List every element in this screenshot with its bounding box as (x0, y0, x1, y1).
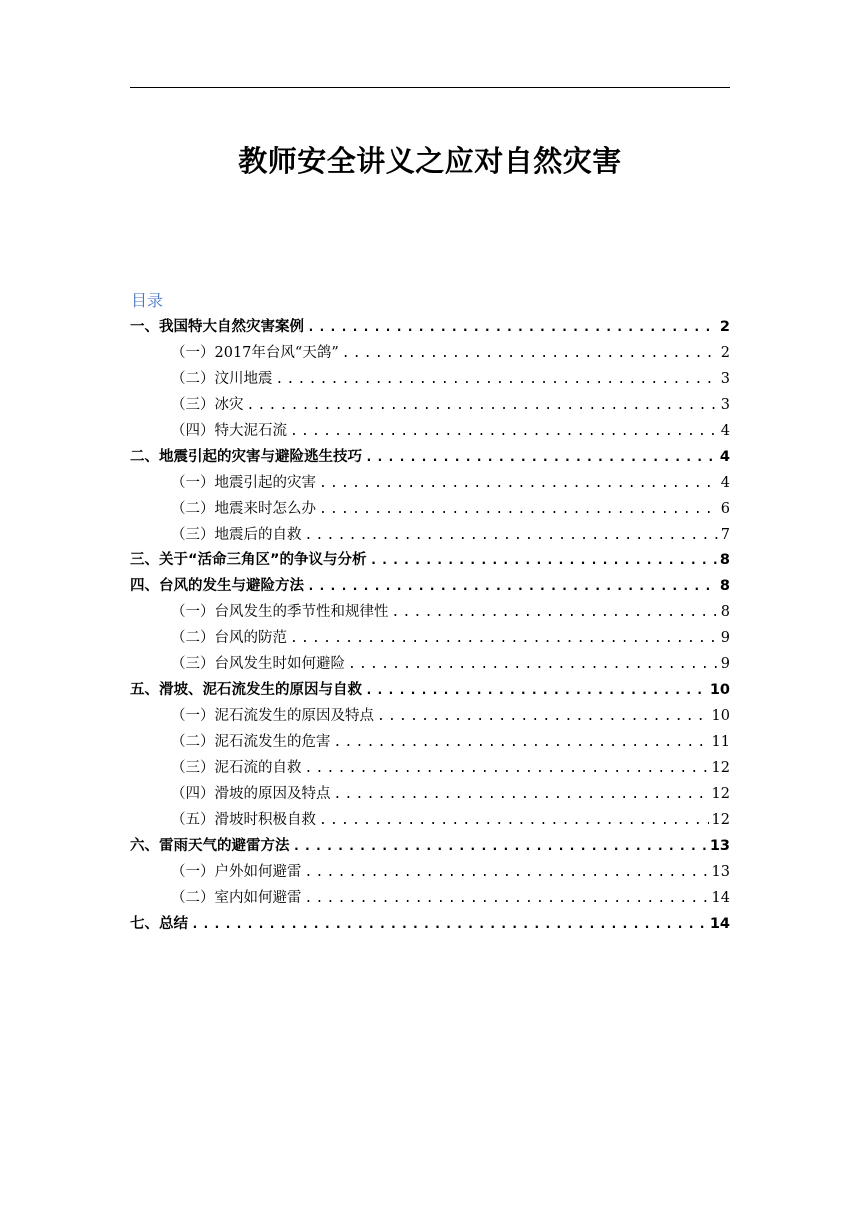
toc-entry-page-number: 11 (711, 734, 730, 750)
toc-entry-label: （一）地震引起的灾害 (171, 474, 316, 491)
toc-entry-label: （一）户外如何避雷 (171, 863, 302, 880)
toc-entry-label: 一、我国特大自然灾害案例 (130, 319, 304, 335)
toc-dot-leader (319, 497, 718, 523)
toc-entry-page-number: 3 (720, 396, 730, 413)
toc-entry-page-number: 10 (711, 708, 730, 725)
toc-dot-leader (293, 834, 707, 860)
toc-entry-subsection[interactable] (130, 860, 730, 886)
toc-dot-leader (305, 860, 709, 886)
toc-entry-section[interactable] (130, 315, 730, 341)
toc-entry-subsection[interactable] (130, 886, 730, 912)
toc-dot-leader (290, 419, 718, 445)
toc-entry-label: 六、雷雨天气的避雷方法 (130, 837, 290, 854)
toc-dot-leader (307, 574, 717, 600)
toc-dot-leader (334, 782, 709, 808)
table-of-contents (130, 315, 730, 938)
toc-dot-leader (370, 548, 717, 574)
toc-entry-section[interactable] (130, 574, 730, 600)
toc-entry-label: （二）台风的防范 (171, 630, 287, 647)
toc-entry-section[interactable] (130, 548, 730, 574)
toc-dot-leader (307, 315, 717, 341)
toc-entry-label: （五）滑坡时积极自救 (171, 811, 316, 828)
toc-entry-subsection[interactable] (130, 704, 730, 730)
toc-entry-section[interactable] (130, 834, 730, 860)
toc-entry-page-number: 4 (720, 474, 730, 491)
toc-dot-leader (377, 704, 709, 730)
toc-entry-label: 五、滑坡、泥石流发生的原因与自救 (130, 682, 362, 699)
toc-entry-page-number: 2 (720, 344, 730, 361)
toc-entry-subsection[interactable] (130, 808, 730, 834)
toc-entry-label: （二）室内如何避雷 (171, 889, 302, 906)
toc-entry-page-number: 13 (709, 837, 730, 854)
toc-entry-subsection[interactable] (130, 367, 730, 393)
toc-entry-label: （三）泥石流的自救 (171, 759, 302, 776)
toc-entry-subsection[interactable] (130, 782, 730, 808)
toc-entry-page-number: 3 (720, 370, 730, 387)
toc-entry-label: （三）地震后的自救 (171, 526, 302, 543)
toc-entry-page-number: 10 (709, 682, 730, 699)
toc-entry-label: （四）特大泥石流 (171, 422, 287, 439)
toc-entry-page-number: 8 (719, 578, 730, 595)
toc-entry-page-number: 8 (719, 552, 730, 569)
toc-entry-subsection[interactable] (130, 341, 730, 367)
toc-entry-subsection[interactable] (130, 730, 730, 756)
toc-entry-page-number: 9 (720, 630, 730, 647)
toc-entry-subsection[interactable] (130, 600, 730, 626)
toc-entry-page-number: 9 (720, 656, 730, 673)
toc-dot-leader (365, 445, 717, 471)
toc-entry-page-number: 12 (711, 785, 730, 802)
toc-entry-label: （二）泥石流发生的危害 (171, 734, 331, 750)
toc-entry-page-number: 4 (720, 422, 730, 439)
toc-entry-page-number: 14 (709, 915, 730, 932)
document-title: 教师安全讲义之应对自然灾害 (238, 144, 622, 178)
toc-entry-section[interactable] (130, 912, 730, 938)
toc-entry-page-number: 8 (720, 604, 730, 621)
toc-entry-label: 七、总结 (130, 915, 188, 932)
toc-entry-section[interactable] (130, 445, 730, 471)
toc-dot-leader (305, 523, 718, 549)
toc-entry-label: （二）汶川地震 (171, 370, 273, 387)
toc-entry-label: 二、地震引起的灾害与避险逃生技巧 (130, 448, 362, 465)
toc-entry-subsection[interactable] (130, 523, 730, 549)
toc-entry-subsection[interactable] (130, 652, 730, 678)
toc-entry-label: （三）台风发生时如何避险 (171, 656, 345, 673)
toc-entry-page-number: 4 (719, 448, 730, 465)
toc-entry-subsection[interactable] (130, 419, 730, 445)
header-rule (130, 87, 730, 88)
toc-entry-label: （一）2017年台风“天鸽” (171, 344, 339, 361)
toc-entry-page-number: 13 (711, 863, 730, 880)
toc-entry-label: （三）冰灾 (171, 396, 244, 413)
toc-dot-leader (365, 678, 707, 704)
toc-entry-page-number: 12 (711, 811, 730, 828)
toc-dot-leader (191, 912, 707, 938)
toc-entry-page-number: 7 (720, 526, 730, 543)
toc-dot-leader (276, 367, 718, 393)
toc-dot-leader (305, 886, 709, 912)
toc-dot-leader (319, 471, 718, 497)
toc-entry-page-number: 12 (711, 759, 730, 776)
toc-entry-subsection[interactable] (130, 497, 730, 523)
toc-entry-subsection[interactable] (130, 756, 730, 782)
toc-entry-label: （一）泥石流发生的原因及特点 (171, 708, 374, 725)
toc-entry-label: （四）滑坡的原因及特点 (171, 785, 331, 802)
toc-dot-leader (290, 626, 718, 652)
toc-entry-label: 四、台风的发生与避险方法 (130, 578, 304, 595)
toc-entry-page-number: 2 (719, 319, 730, 335)
toc-heading: 目录 (131, 291, 164, 310)
toc-dot-leader (319, 808, 709, 834)
toc-dot-leader (334, 730, 709, 756)
toc-entry-label: （二）地震来时怎么办 (171, 500, 316, 517)
toc-entry-subsection[interactable] (130, 626, 730, 652)
toc-entry-subsection[interactable] (130, 393, 730, 419)
toc-entry-label: 三、关于“活命三角区”的争议与分析 (130, 552, 367, 569)
toc-dot-leader (247, 393, 718, 419)
toc-dot-leader (342, 341, 718, 367)
toc-entry-label: （一）台风发生的季节性和规律性 (171, 604, 389, 621)
toc-dot-leader (392, 600, 718, 626)
toc-entry-page-number: 14 (711, 889, 730, 906)
toc-dot-leader (348, 652, 718, 678)
toc-entry-page-number: 6 (720, 500, 730, 517)
toc-entry-subsection[interactable] (130, 471, 730, 497)
toc-dot-leader (305, 756, 709, 782)
toc-entry-section[interactable] (130, 678, 730, 704)
